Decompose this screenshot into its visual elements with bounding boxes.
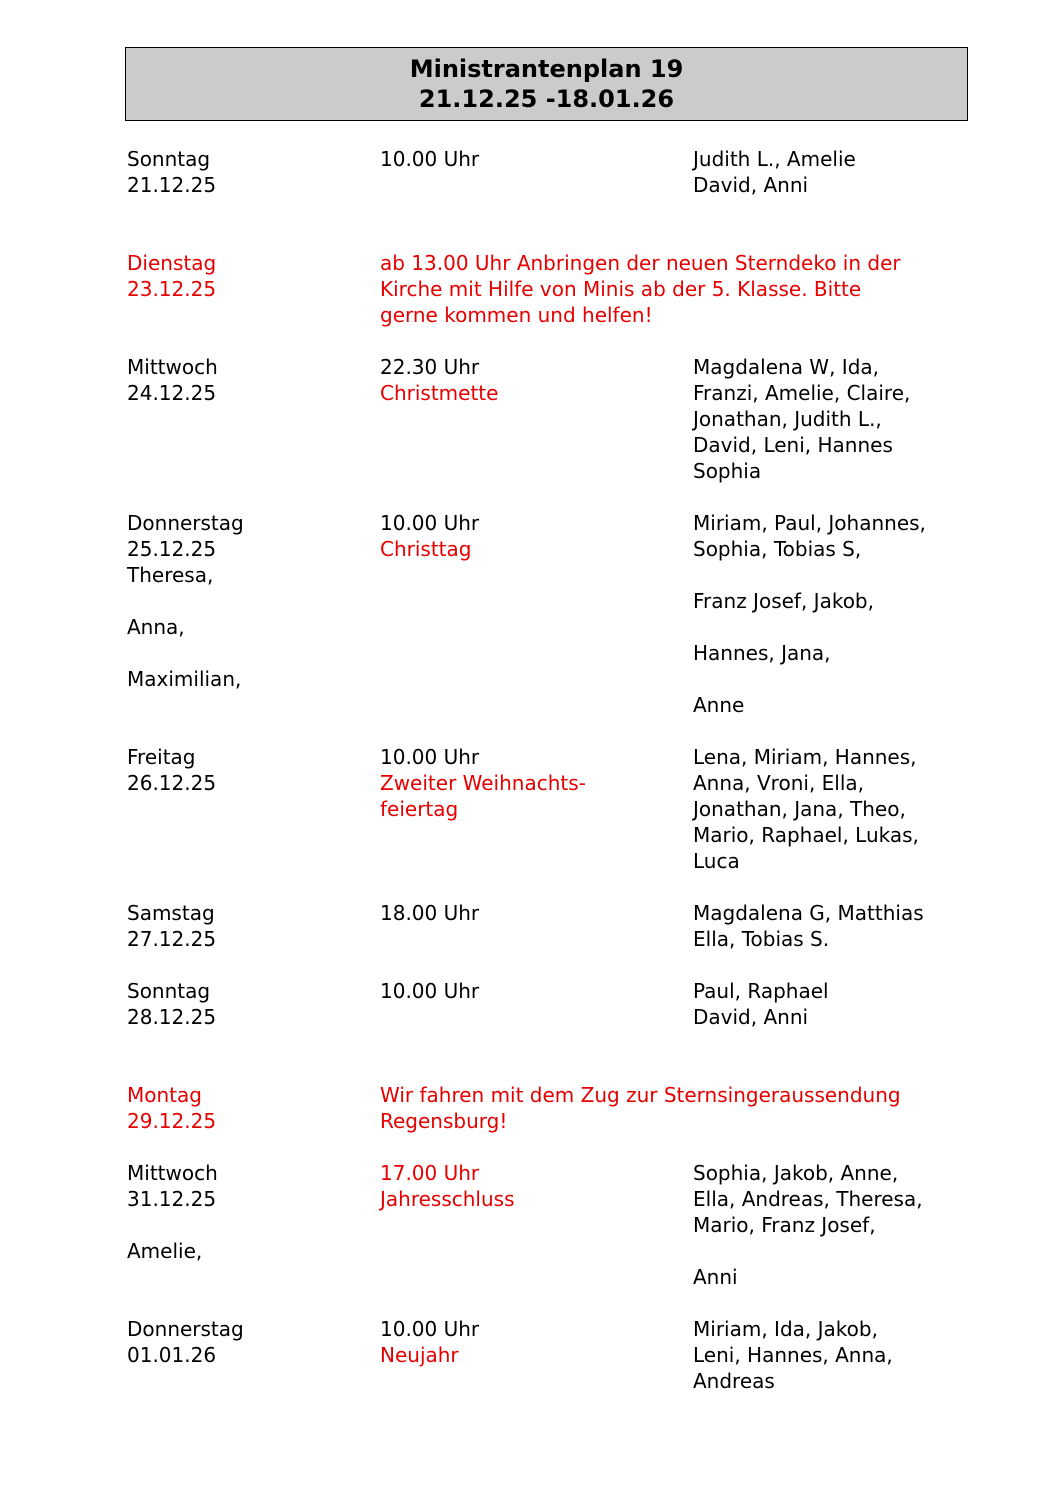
schedule-line: [127, 354, 1058, 380]
cell-names: David, Anni: [693, 173, 809, 197]
cell-day: 21.12.25: [127, 173, 217, 197]
schedule-row: [127, 510, 1058, 718]
schedule-line: [127, 666, 1058, 692]
schedule-line: [127, 900, 1058, 926]
cell-day: Anna,: [127, 615, 185, 639]
cell-time-event: 22.30 Uhr: [380, 355, 480, 379]
cell-day: 01.01.26: [127, 1343, 217, 1367]
cell-names: Andreas: [693, 1369, 775, 1393]
cell-names: Anne: [693, 693, 745, 717]
cell-time-event: [380, 640, 693, 666]
cell-time-event: [380, 822, 693, 848]
cell-day: 28.12.25: [127, 1005, 217, 1029]
schedule-line: [127, 1004, 1058, 1030]
schedule-row: [127, 744, 1058, 874]
cell-day: [127, 588, 380, 614]
cell-names: [693, 1082, 1058, 1108]
schedule-line: [127, 250, 1058, 276]
cell-day: Freitag: [127, 745, 196, 769]
plan-header: [125, 47, 968, 121]
schedule-line: [127, 276, 1058, 302]
cell-names: Magdalena G, Matthias: [693, 901, 924, 925]
cell-time-event: Zweiter Weihnachts-: [380, 771, 586, 795]
plan-date-range: 21.12.25 -18.01.26: [418, 85, 675, 113]
cell-time-event: 10.00 Uhr: [380, 511, 480, 535]
schedule-line: [127, 536, 1058, 562]
cell-names: [693, 1238, 1058, 1264]
cell-day: [127, 640, 380, 666]
schedule-line: [127, 588, 1058, 614]
plan-title: Ministrantenplan 19: [409, 55, 684, 83]
schedule-line: [127, 848, 1058, 874]
cell-names: Jonathan, Judith L.,: [693, 407, 882, 431]
schedule-line: [127, 1160, 1058, 1186]
cell-names: Ella, Tobias S.: [693, 927, 830, 951]
cell-names: David, Leni, Hannes: [693, 433, 893, 457]
cell-day: [127, 302, 380, 328]
cell-names: Ella, Andreas, Theresa,: [693, 1187, 923, 1211]
schedule-line: [127, 1368, 1058, 1394]
cell-time-event: Christmette: [380, 381, 499, 405]
cell-names: Luca: [693, 849, 740, 873]
cell-day: Sonntag: [127, 979, 211, 1003]
cell-time-event: [380, 926, 693, 952]
cell-day: 29.12.25: [127, 1109, 217, 1133]
cell-day: Donnerstag: [127, 511, 244, 535]
cell-time-event: Regensburg!: [380, 1109, 508, 1133]
schedule-line: [127, 770, 1058, 796]
cell-names: Anni: [693, 1265, 738, 1289]
cell-day: 24.12.25: [127, 381, 217, 405]
cell-day: 26.12.25: [127, 771, 217, 795]
cell-names: Sophia, Tobias S,: [693, 537, 862, 561]
cell-time-event: [380, 432, 693, 458]
schedule-line: [127, 1264, 1058, 1290]
cell-time-event: [380, 1264, 693, 1290]
cell-time-event: 18.00 Uhr: [380, 901, 480, 925]
schedule-line: [127, 1316, 1058, 1342]
cell-time-event: [380, 666, 693, 692]
cell-day: Mittwoch: [127, 1161, 218, 1185]
schedule-line: [127, 692, 1058, 718]
schedule-line: [127, 562, 1058, 588]
cell-day: [127, 796, 380, 822]
schedule-line: [127, 796, 1058, 822]
cell-time-event: [380, 692, 693, 718]
cell-day: [127, 822, 380, 848]
cell-names: Judith L., Amelie: [693, 147, 856, 171]
cell-time-event: [380, 1004, 693, 1030]
cell-time-event: [380, 614, 693, 640]
schedule-line: [127, 614, 1058, 640]
cell-time-event: 10.00 Uhr: [380, 1317, 480, 1341]
cell-time-event: ab 13.00 Uhr Anbringen der neuen Sterndeko in der: [380, 251, 901, 275]
cell-day: Mittwoch: [127, 355, 218, 379]
cell-day: 31.12.25: [127, 1187, 217, 1211]
schedule-line: [127, 978, 1058, 1004]
cell-names: Anna, Vroni, Ella,: [693, 771, 865, 795]
schedule-line: [127, 458, 1058, 484]
cell-day: 23.12.25: [127, 277, 217, 301]
cell-time-event: Kirche mit Hilfe von Minis ab der 5. Klasse. Bitte: [380, 277, 862, 301]
cell-time-event: 10.00 Uhr: [380, 147, 480, 171]
cell-names: [693, 562, 1058, 588]
schedule-line: [127, 302, 1058, 328]
cell-day: [127, 848, 380, 874]
schedule-line: [127, 1108, 1058, 1134]
cell-day: [127, 458, 380, 484]
cell-names: Lena, Miriam, Hannes,: [693, 745, 917, 769]
cell-day: Sonntag: [127, 147, 211, 171]
cell-names: Leni, Hannes, Anna,: [693, 1343, 893, 1367]
cell-names: Franzi, Amelie, Claire,: [693, 381, 911, 405]
cell-names: Jonathan, Jana, Theo,: [693, 797, 906, 821]
cell-time-event: Jahresschluss: [380, 1187, 515, 1211]
cell-names: Hannes, Jana,: [693, 641, 831, 665]
cell-names: Miriam, Ida, Jakob,: [693, 1317, 878, 1341]
cell-day: Montag: [127, 1083, 202, 1107]
cell-time-event: feiertag: [380, 797, 459, 821]
cell-time-event: 10.00 Uhr: [380, 979, 480, 1003]
cell-time-event: [380, 562, 693, 588]
cell-day: Samstag: [127, 901, 215, 925]
cell-time-event: [380, 848, 693, 874]
cell-day: [127, 692, 380, 718]
cell-names: Sophia: [693, 459, 762, 483]
schedule-line: [127, 380, 1058, 406]
cell-names: [693, 666, 1058, 692]
cell-day: Dienstag: [127, 251, 217, 275]
schedule-row: [127, 1160, 1058, 1290]
schedule-line: [127, 1238, 1058, 1264]
cell-time-event: [380, 458, 693, 484]
cell-time-event: Wir fahren mit dem Zug zur Sternsingeraussendung: [380, 1083, 901, 1107]
cell-time-event: [380, 1368, 693, 1394]
cell-names: [693, 302, 1058, 328]
schedule-line: [127, 146, 1058, 172]
schedule-row: [127, 1316, 1058, 1394]
cell-names: Miriam, Paul, Johannes,: [693, 511, 926, 535]
cell-names: Paul, Raphael: [693, 979, 829, 1003]
schedule-line: [127, 510, 1058, 536]
schedule-row: [127, 146, 1058, 198]
schedule-line: [127, 1342, 1058, 1368]
cell-day: Theresa,: [127, 563, 214, 587]
schedule-row: [127, 354, 1058, 484]
schedule-line: [127, 822, 1058, 848]
cell-names: [693, 614, 1058, 640]
cell-time-event: [380, 1212, 693, 1238]
schedule-row: [127, 1082, 1058, 1134]
schedule-row: [127, 250, 1058, 328]
cell-names: [693, 1108, 1058, 1134]
cell-day: Amelie,: [127, 1239, 203, 1263]
cell-time-event: [380, 588, 693, 614]
cell-day: Maximilian,: [127, 667, 242, 691]
cell-names: Franz Josef, Jakob,: [693, 589, 874, 613]
cell-day: Donnerstag: [127, 1317, 244, 1341]
cell-time-event: Christtag: [380, 537, 472, 561]
cell-names: Sophia, Jakob, Anne,: [693, 1161, 899, 1185]
cell-day: [127, 1368, 380, 1394]
schedule-line: [127, 926, 1058, 952]
cell-names: Magdalena W, Ida,: [693, 355, 880, 379]
cell-names: [693, 250, 1058, 276]
schedule-line: [127, 744, 1058, 770]
schedule-row: [127, 978, 1058, 1030]
cell-names: Mario, Franz Josef,: [693, 1213, 876, 1237]
schedule-line: [127, 1186, 1058, 1212]
cell-time-event: [380, 406, 693, 432]
cell-time-event: [380, 1238, 693, 1264]
cell-time-event: 17.00 Uhr: [380, 1161, 480, 1185]
schedule-line: [127, 1082, 1058, 1108]
cell-names: David, Anni: [693, 1005, 809, 1029]
cell-names: [693, 276, 1058, 302]
cell-names: Mario, Raphael, Lukas,: [693, 823, 919, 847]
cell-day: [127, 1212, 380, 1238]
schedule-line: [127, 1212, 1058, 1238]
schedule: [0, 121, 1058, 1394]
cell-time-event: Neujahr: [380, 1343, 459, 1367]
cell-day: 27.12.25: [127, 927, 217, 951]
cell-day: [127, 1264, 380, 1290]
schedule-row: [127, 900, 1058, 952]
schedule-line: [127, 172, 1058, 198]
cell-time-event: [380, 172, 693, 198]
cell-time-event: 10.00 Uhr: [380, 745, 480, 769]
schedule-line: [127, 432, 1058, 458]
cell-day: 25.12.25: [127, 537, 217, 561]
cell-day: [127, 432, 380, 458]
schedule-line: [127, 406, 1058, 432]
cell-time-event: gerne kommen und helfen!: [380, 303, 653, 327]
schedule-line: [127, 640, 1058, 666]
cell-day: [127, 406, 380, 432]
